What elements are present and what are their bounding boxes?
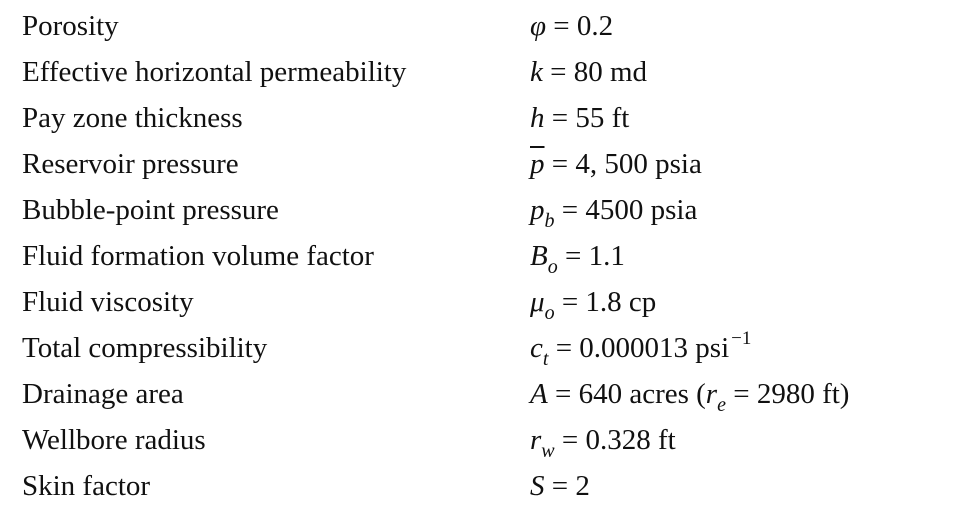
equals-sign: = [544,102,576,134]
parameter-symbol: r [530,424,542,456]
parameter-subscript: o [544,302,555,324]
parameter-value [530,49,647,95]
value-text: 80 md [573,56,648,88]
equals-sign: = [544,470,576,502]
parameter-label: Fluid viscosity [22,286,194,318]
parameter-value [530,95,629,141]
parameter-value [530,141,702,187]
value-text: 640 acres ( [578,378,706,410]
parameter-symbol: B [530,240,548,272]
parameter-subscript: b [544,210,555,232]
parameter-label: Skin factor [22,470,151,502]
radius-value-text: 2980 ft) [756,378,850,410]
parameter-label: Effective horizontal permeability [22,56,407,88]
parameter-value [530,279,656,328]
parameter-value [530,371,849,420]
parameter-value [530,463,590,509]
parameter-row-thickness [0,95,958,141]
parameter-row-porosity [0,3,958,49]
parameter-symbol: φ [530,10,547,42]
parameter-value [530,325,751,375]
parameter-label: Bubble-point pressure [22,194,279,226]
equals-sign: = [547,378,579,410]
parameter-value [530,187,697,236]
parameter-value [530,417,676,466]
parameter-label: Fluid formation volume factor [22,240,374,272]
parameter-symbol: h [530,102,545,134]
equals-sign: = [554,194,586,226]
parameter-symbol: p [530,194,545,226]
parameter-label: Reservoir pressure [22,148,239,180]
equals-sign: = [542,56,574,88]
equals-sign: = [554,286,586,318]
parameter-row-bubble-point [0,187,958,233]
parameter-label: Wellbore radius [22,424,206,456]
parameter-row-skin-factor [0,463,958,509]
parameter-superscript: −1 [731,328,752,349]
parameter-value [530,3,613,49]
value-text: 0.328 ft [585,424,676,456]
value-text: 1.8 cp [585,286,657,318]
parameter-label: Drainage area [22,378,184,410]
value-text: 2 [575,470,590,502]
parameter-symbol: c [530,332,543,364]
value-text: 0.000013 psi [579,332,730,364]
parameter-row-fvf [0,233,958,279]
parameter-label: Porosity [22,10,119,42]
parameter-symbol: S [530,470,545,502]
value-text: 0.2 [576,10,614,42]
value-text: 1.1 [588,240,625,272]
radius-symbol: r [705,378,718,410]
parameter-row-permeability [0,49,958,95]
parameter-label: Total compressibility [22,332,268,364]
parameter-symbol: A [530,378,548,410]
parameter-row-wellbore-radius [0,417,958,463]
parameter-symbol: μ [530,286,545,318]
parameter-subscript: o [547,256,558,278]
equals-sign: = [725,378,757,410]
parameter-subscript: t [542,348,549,370]
parameter-label: Pay zone thickness [22,102,243,134]
parameter-symbol: $\overline{p}$ [530,148,545,180]
value-text: 55 ft [575,102,630,134]
equals-sign: = [546,10,577,42]
value-text: 4500 psia [585,194,698,226]
equals-sign: = [557,240,589,272]
equals-sign: = [554,424,586,456]
parameter-value [530,233,625,282]
equals-sign: = [548,332,580,364]
radius-subscript: e [717,394,726,416]
parameter-row-compressibility [0,325,958,371]
parameter-subscript: w [541,440,555,462]
parameter-symbol: k [530,56,543,88]
value-text: 4, 500 psia [575,148,702,180]
parameter-row-reservoir-pressure [0,141,958,187]
parameter-row-viscosity [0,279,958,325]
parameter-row-drainage-area [0,371,958,417]
equals-sign: = [544,148,576,180]
